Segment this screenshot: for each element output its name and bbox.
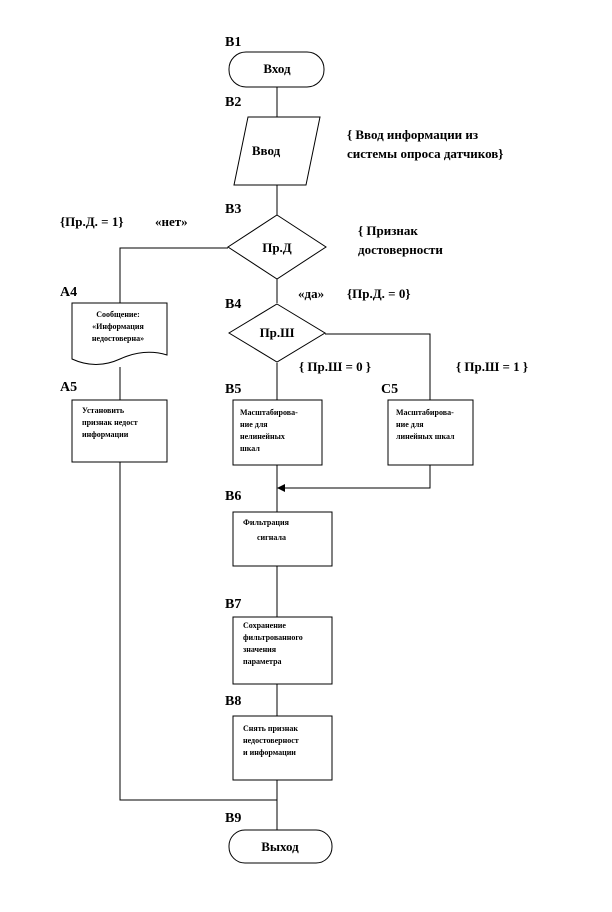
text-b5-line1: Масштабирова-	[240, 408, 298, 417]
text-b7-line1: Сохранение	[243, 621, 286, 630]
text-b7-line2: фильтрованного	[243, 633, 303, 642]
condition-prd-one: {Пр.Д. = 1}	[60, 214, 124, 229]
text-c5-line3: линейных шкал	[396, 432, 455, 441]
label-b7: B7	[225, 597, 242, 612]
block-b4-decision	[225, 297, 325, 362]
block-b9-end	[225, 811, 332, 863]
comment-b3-line2: достоверности	[358, 242, 443, 257]
condition-no: «нет»	[155, 214, 188, 229]
label-c5: C5	[381, 382, 399, 397]
text-a4-line2: «Информация	[92, 322, 144, 331]
block-c5-scaling-linear	[381, 382, 473, 465]
block-b8-clear-flag	[225, 694, 332, 780]
text-b9: Выход	[261, 839, 299, 854]
label-b3: B3	[225, 202, 242, 217]
block-a4-message	[60, 285, 167, 365]
text-b6-line2: сигнала	[257, 533, 286, 542]
block-a5-set-flag	[60, 380, 167, 462]
text-a5-line1: Установить	[82, 406, 125, 415]
text-c5-line2: ние для	[396, 420, 424, 429]
label-a5: A5	[60, 380, 78, 395]
text-b5-line3: нелинейных	[240, 432, 285, 441]
label-b6: B6	[225, 489, 242, 504]
text-b6-line1: Фильтрация	[243, 518, 289, 527]
text-a5-line3: информации	[82, 430, 129, 439]
text-b7-line3: значения	[243, 645, 277, 654]
condition-yes: «да»	[298, 286, 325, 301]
label-b5: B5	[225, 382, 242, 397]
comment-b3-line1: { Признак	[358, 223, 418, 238]
label-b4: B4	[225, 297, 242, 312]
label-b8: B8	[225, 694, 242, 709]
text-b7-line4: параметра	[243, 657, 282, 666]
text-a5-line2: признак недост	[82, 418, 138, 427]
text-b8-line3: и информации	[243, 748, 296, 757]
label-b9: B9	[225, 811, 242, 826]
text-b2: Ввод	[251, 143, 281, 158]
text-b8-line1: Снять признак	[243, 724, 298, 733]
condition-prd-zero: {Пр.Д. = 0}	[347, 286, 411, 301]
text-b4: Пр.Ш	[259, 325, 295, 340]
text-b1: Вход	[263, 61, 291, 76]
condition-prsh-zero: { Пр.Ш = 0 }	[299, 359, 372, 374]
label-b2: B2	[225, 95, 242, 110]
label-a4: A4	[60, 285, 78, 300]
text-a4-line1: Сообщение:	[96, 310, 140, 319]
text-a4-line3: недостоверна»	[91, 334, 145, 343]
text-b3: Пр.Д	[262, 240, 292, 255]
text-b5-line4: шкал	[240, 444, 260, 453]
block-b1-start	[225, 35, 324, 87]
block-b2-input	[225, 95, 503, 185]
text-b8-line2: недостоверност	[243, 736, 299, 745]
comment-b2-line2: системы опроса датчиков}	[347, 146, 504, 161]
block-b3-decision	[225, 202, 443, 279]
comment-b2-line1: { Ввод информации из	[347, 127, 479, 142]
text-c5-line1: Масштабирова-	[396, 408, 454, 417]
condition-prsh-one: { Пр.Ш = 1 }	[456, 359, 529, 374]
label-b1: B1	[225, 35, 242, 50]
block-b5-scaling-nonlinear	[225, 382, 322, 465]
block-b7-save	[225, 597, 332, 684]
text-b5-line2: ние для	[240, 420, 268, 429]
block-b6-filtering	[225, 489, 332, 566]
